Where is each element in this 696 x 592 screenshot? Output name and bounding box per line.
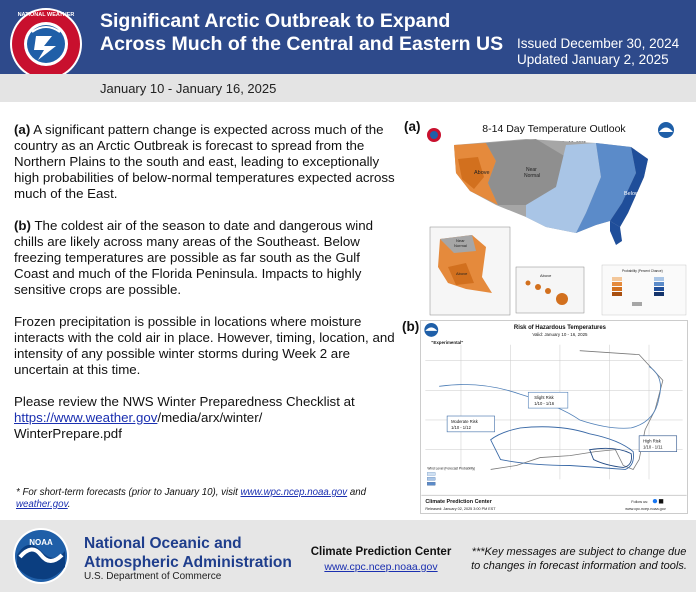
org-name-line-2: Atmospheric Administration xyxy=(84,554,292,571)
issued-date: Issued December 30, 2024 xyxy=(517,36,680,51)
alaska-above-label: Above xyxy=(456,271,468,276)
slight-risk-dates: 1/10 - 1/16 xyxy=(534,401,555,407)
nws-logo-icon xyxy=(8,6,84,82)
near-normal-label-1: Near xyxy=(526,167,537,173)
page-title xyxy=(100,10,520,56)
panel-a-label: (a) xyxy=(404,119,421,134)
title-line-1: Significant Arctic Outbreak to Expand xyxy=(100,10,451,32)
moderate-risk-label: Moderate Risk xyxy=(451,418,478,424)
disclaimer: ***Key messages are subject to change due to changes in forecast information and tools. xyxy=(471,546,687,572)
outlook-title: 8-14 Day Temperature Outlook xyxy=(482,123,626,135)
alaska-near-label-2: Normal xyxy=(454,243,467,248)
x-icon xyxy=(659,499,663,503)
message-b-tag: (b) xyxy=(14,218,31,233)
key-messages xyxy=(14,122,398,458)
slight-risk-label: Slight Risk xyxy=(534,395,554,401)
high-risk-dates: 1/10 - 1/11 xyxy=(643,444,663,450)
checklist-link[interactable]: https://www.weather.gov xyxy=(14,410,158,425)
hazard-released: Released: January 02, 2025 3:00 PM EST xyxy=(425,507,496,512)
updated-date: Updated January 2, 2025 xyxy=(517,52,669,67)
legend-title: Probability (Percent Chance) xyxy=(622,269,663,273)
hazard-title: Risk of Hazardous Temperatures xyxy=(513,324,606,331)
date-range: January 10 - January 16, 2025 xyxy=(100,81,277,96)
temperature-outlook-map xyxy=(426,117,688,317)
message-a-tag: (a) xyxy=(14,122,31,137)
cpc-name: Climate Prediction Center xyxy=(310,546,452,558)
facebook-icon xyxy=(653,499,657,503)
message-b-text: The coldest air of the season to date and dangerous wind chills are likely across many areas of the Southeast. Below freezing temperatures are possible as far south as the Gulf Coast and much of the Florida Peninsula. Impacts to highly sensitive crops are possible. xyxy=(14,218,373,297)
footnote-prefix: * For short-term forecasts (prior to January 10), visit xyxy=(16,487,241,498)
hawaii-above-label: Above xyxy=(540,273,552,278)
message-a-text: A significant pattern change is expected across much of the country as an Arctic Outbreak is forecast to spread from the Northern Plains to the south and east, leading to exceptionally high probabilities of below-normal temperatures expected across much of the East. xyxy=(14,122,395,201)
footnote xyxy=(16,487,396,511)
near-normal-label-2: Normal xyxy=(524,173,541,179)
footnote-end: . xyxy=(67,499,71,510)
hazard-cpc-label: Climate Prediction Center xyxy=(425,499,492,506)
hazard-url: www.cpc.ncep.noaa.gov xyxy=(625,507,666,512)
message-checklist xyxy=(14,394,398,442)
follow-us: Follow us: xyxy=(631,500,649,505)
above-label: Above xyxy=(474,170,490,176)
noaa-logo-icon xyxy=(12,527,70,585)
hazard-legend-title: Wind Level (Forecast Probability) xyxy=(427,466,476,471)
message-frozen-precip: Frozen precipitation is possible in locations where moisture interacts with the cold air in place. However, timing, location, and intensity of any possible winter storms during Week 2 are uncertain at this time. xyxy=(14,314,395,377)
svg-text:NATIONAL WEATHER: NATIONAL WEATHER xyxy=(17,12,75,18)
message-b xyxy=(14,218,398,298)
hazard-risk-map xyxy=(420,320,688,514)
experimental-label: "Experimental" xyxy=(431,339,464,345)
cpc-link[interactable]: www.cpc.ncep.noaa.gov xyxy=(324,561,438,573)
hazard-valid: Valid: January 10 - 16, 2025 xyxy=(532,331,588,337)
below-label: Below xyxy=(624,191,639,197)
department-name: U.S. Department of Commerce xyxy=(84,571,222,582)
checklist-text: Please review the NWS Winter Preparedness Checklist at xyxy=(14,394,355,409)
alaska-near-label-1: Near xyxy=(456,238,465,243)
title-line-2: Across Much of the Central and Eastern US xyxy=(100,33,504,55)
wpc-link[interactable]: www.wpc.ncep.noaa.gov xyxy=(240,487,348,498)
org-name-line-1: National Oceanic and xyxy=(84,535,242,552)
checklist-path: /media/arx/winter/ xyxy=(157,410,263,425)
weather-gov-link[interactable]: weather.gov xyxy=(16,499,68,510)
issue-dates xyxy=(517,36,679,68)
checklist-file: WinterPrepare.pdf xyxy=(14,426,122,441)
footnote-and: and xyxy=(347,487,366,498)
moderate-risk-dates: 1/10 - 1/12 xyxy=(451,424,471,430)
high-risk-label: High Risk xyxy=(643,438,661,444)
panel-b-label: (b) xyxy=(402,319,420,334)
svg-text:NOAA: NOAA xyxy=(29,538,53,547)
noaa-org-name xyxy=(84,534,292,572)
message-a xyxy=(14,122,398,202)
